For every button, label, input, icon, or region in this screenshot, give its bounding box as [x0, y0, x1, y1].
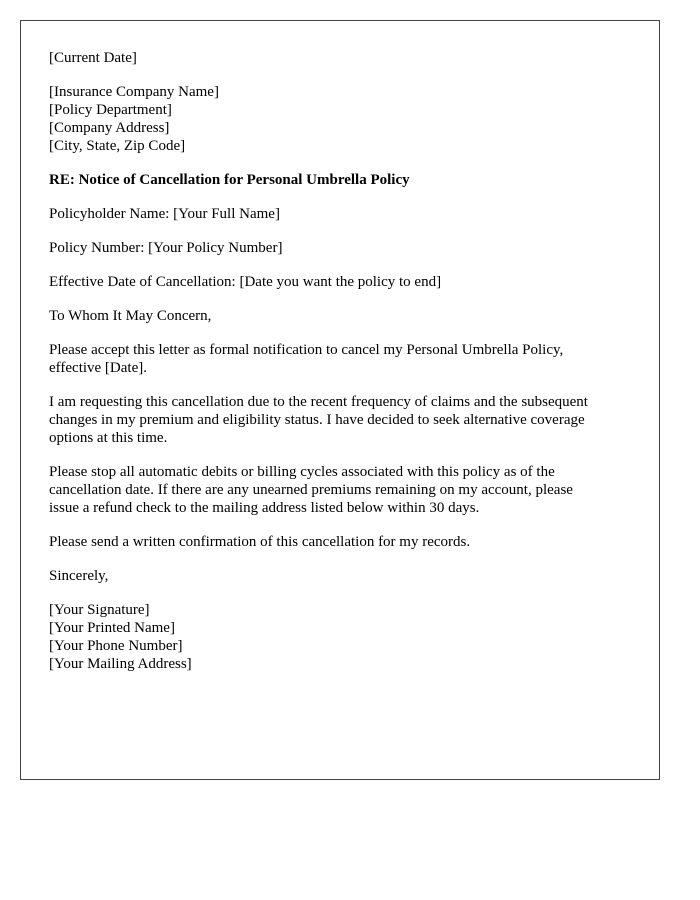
closing: Sincerely,: [49, 568, 109, 584]
salutation: To Whom It May Concern,: [49, 308, 212, 324]
policyholder-name: Policyholder Name: [Your Full Name]: [49, 206, 280, 222]
salutation-block: [49, 307, 631, 325]
letter-date: [Current Date]: [49, 50, 137, 66]
paragraph-line: effective [Date].: [49, 360, 147, 376]
body-paragraph-4: [49, 533, 631, 551]
paragraph-line: cancellation date. If there are any unearned premiums remaining on my account, please: [49, 482, 573, 498]
effective-date: Effective Date of Cancellation: [Date you want the policy to end]: [49, 274, 442, 290]
paragraph-line: I am requesting this cancellation due to the recent frequency of claims and the subsequent: [49, 394, 588, 410]
recipient-department: [Policy Department]: [49, 102, 172, 118]
mailing-address: [Your Mailing Address]: [49, 656, 192, 672]
recipient-address-block: [49, 83, 631, 155]
subject-line: RE: Notice of Cancellation for Personal Umbrella Policy: [49, 172, 410, 188]
signature-block: [49, 601, 631, 673]
policy-number: Policy Number: [Your Policy Number]: [49, 240, 283, 256]
recipient-address: [Company Address]: [49, 120, 170, 136]
recipient-city-state-zip: [City, State, Zip Code]: [49, 138, 186, 154]
signature: [Your Signature]: [49, 602, 150, 618]
body-paragraph-1: [49, 341, 631, 377]
letter-page: [20, 20, 660, 780]
body-paragraph-3: [49, 463, 631, 517]
paragraph-line: issue a refund check to the mailing address listed below within 30 days.: [49, 500, 480, 516]
paragraph-line: Please stop all automatic debits or billing cycles associated with this policy as of the: [49, 464, 555, 480]
subject-block: [49, 171, 631, 189]
paragraph-line: changes in my premium and eligibility status. I have decided to seek alternative coverage: [49, 412, 585, 428]
letter-date-block: [49, 49, 631, 67]
phone-number: [Your Phone Number]: [49, 638, 183, 654]
recipient-company-name: [Insurance Company Name]: [49, 84, 219, 100]
printed-name: [Your Printed Name]: [49, 620, 175, 636]
paragraph-line: options at this time.: [49, 430, 168, 446]
policy-number-block: [49, 239, 631, 257]
effective-date-block: [49, 273, 631, 291]
body-paragraph-2: [49, 393, 631, 447]
paragraph-line: Please accept this letter as formal notification to cancel my Personal Umbrella Policy,: [49, 342, 564, 358]
policyholder-name-block: [49, 205, 631, 223]
closing-block: [49, 567, 631, 585]
paragraph-line: Please send a written confirmation of this cancellation for my records.: [49, 534, 471, 550]
